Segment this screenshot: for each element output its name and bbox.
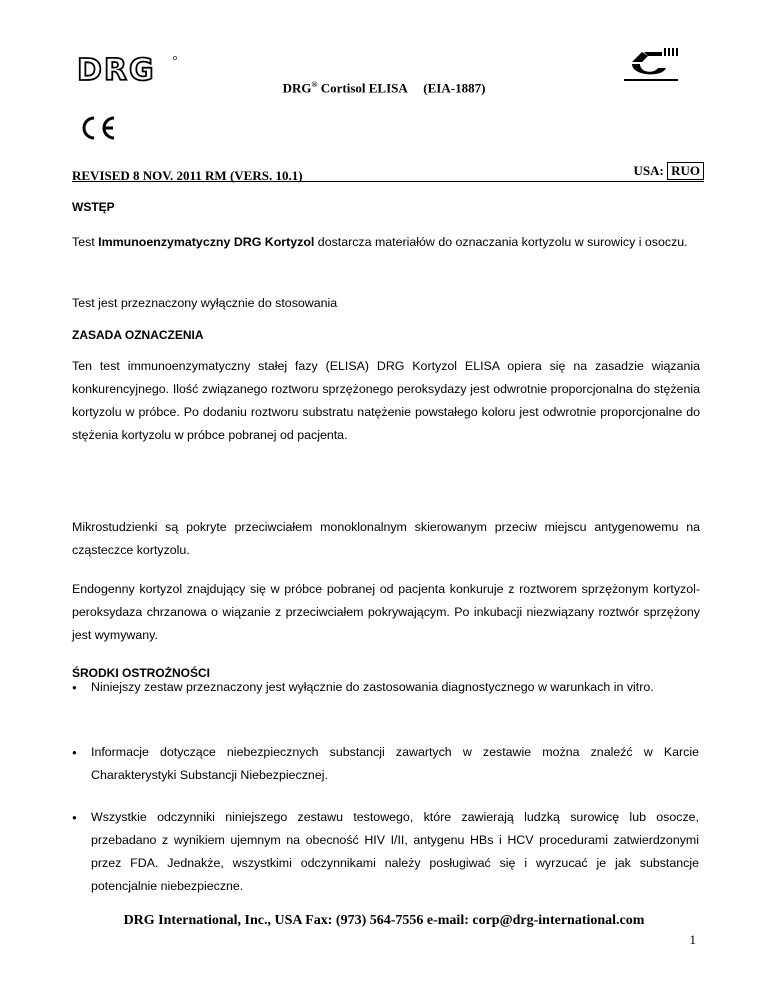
bullet-marker: ●: [72, 683, 77, 692]
company-mark-icon: [622, 46, 680, 82]
principle-paragraph-2: Mikrostudzienki są pokryte przeciwciałem monoklonalnym skierowanym przeciw miejscu antygenowemu na cząsteczce kortyzolu.: [72, 520, 700, 557]
principle-paragraph-1: Ten test immunoenzymatyczny stałej fazy (ELISA) DRG Kortyzol ELISA opiera się na zasadzie wiązania konkurencyjnego. Ilość związanego roztworu sprzężonego peroksydazy jest odwrotnie proporcjonalna do stężenia kortyzolu w próbce. Po dodaniu roztworu substratu natężenie powstałego koloru jest odwrotnie proporcjonalne do stężenia kortyzolu w próbce pobranej od pacjenta.: [72, 359, 700, 442]
header-divider: [72, 181, 704, 182]
precaution-item-1-text: Niniejszy zestaw przeznaczony jest wyłącznie do zastosowania diagnostycznego w warunkach in vitro.: [91, 680, 654, 694]
intro-paragraph-1: Test Immunoenzymatyczny DRG Kortyzol dostarcza materiałów do oznaczania kortyzolu w surowicy i osoczu.: [72, 235, 688, 249]
heading-precautions: ŚRODKI OSTROŻNOŚCI: [72, 666, 211, 680]
heading-principle: ZASADA OZNACZENIA: [72, 328, 204, 342]
svg-text:DRG: DRG: [77, 54, 156, 84]
ce-mark-icon: [78, 114, 120, 142]
bullet-marker: ●: [72, 748, 77, 757]
footer-contact: DRG International, Inc., USA Fax: (973) 564-7556 e-mail: corp@drg-international.com: [123, 913, 645, 928]
principle-paragraph-3: Endogenny kortyzol znajdujący się w próbce pobranej od pacjenta konkuruje z roztworem sprzężonym kortyzol-peroksydaza chrzanowa o wiązanie z przeciwciałem pokrywającym. Po inkubacji niezwiązany roztwór sprzężony jest wymywany.: [72, 582, 700, 642]
page-number: 1: [689, 932, 696, 947]
revision-text: REVISED 8 NOV. 2011 RM (VERS. 10.1): [72, 168, 303, 183]
ruo-badge: RUO: [667, 162, 704, 180]
precaution-item-2-text: Informacje dotyczące niebezpiecznych substancji zawartych w zestawie można znaleźć w Karcie Charakterystyki Substancji Niebezpiecznej.: [91, 745, 699, 782]
precaution-item-3-text: Wszystkie odczynniki niniejszego zestawu testowego, które zawierają ludzką surowicę lub osocze, przebadano z wynikiem ujemnym na obecność HIV I/II, antygenu HBs i HCV procedurami zatwierdzonymi przez FDA. Jednakże, wszystkimi odczynnikami należy posługiwać się i wyrzucać je jak substancje potencjalnie niebezpieczne.: [91, 810, 699, 893]
intro-paragraph-2: Test jest przeznaczony wyłącznie do stosowania: [72, 296, 338, 310]
document-title: DRG® Cortisol ELISA (EIA-1887): [282, 80, 486, 96]
bullet-marker: ●: [72, 813, 77, 822]
region-label: USA: RUO: [634, 162, 704, 180]
revision-line: [72, 162, 704, 182]
heading-intro: WSTĘP: [72, 200, 115, 214]
